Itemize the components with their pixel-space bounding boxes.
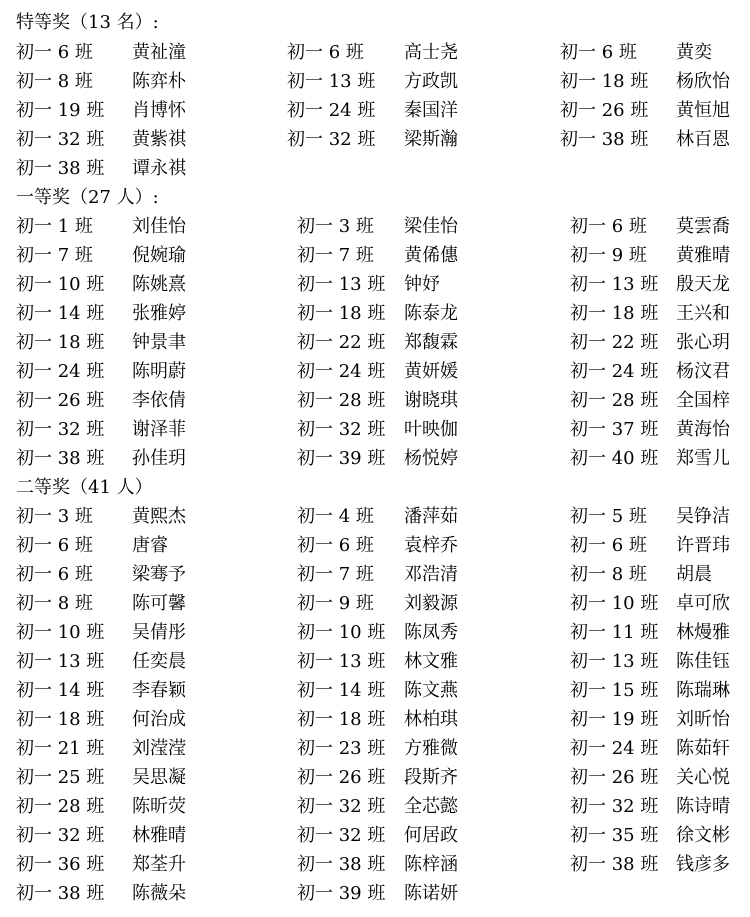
student-name: 郑荃升 [132, 854, 186, 875]
class-label: 初一 35 班 [570, 825, 659, 846]
student-name: 肖博怀 [132, 100, 186, 121]
student-name: 李春颖 [132, 680, 186, 701]
class-label: 初一 19 班 [570, 709, 659, 730]
table-row [0, 212, 750, 241]
table-row [0, 299, 750, 328]
table-row [0, 850, 750, 879]
class-label: 初一 10 班 [570, 593, 659, 614]
student-name: 陈诗晴 [676, 796, 730, 817]
student-name: 陈瑞琳 [676, 680, 730, 701]
student-name: 吴思凝 [132, 767, 186, 788]
student-name: 陈凤秀 [404, 622, 458, 643]
student-name: 杨汶君 [676, 361, 730, 382]
class-label: 初一 6 班 [16, 564, 93, 585]
student-name: 林百恩 [676, 129, 730, 150]
student-name: 林雅晴 [132, 825, 186, 846]
table-row [0, 357, 750, 386]
student-name: 陈泰龙 [404, 303, 458, 324]
class-label: 初一 13 班 [287, 71, 376, 92]
student-name: 郑雪儿 [676, 448, 730, 469]
class-label: 初一 18 班 [297, 303, 386, 324]
class-label: 初一 18 班 [560, 71, 649, 92]
table-row [0, 676, 750, 705]
student-name: 张心玥 [676, 332, 730, 353]
class-label: 初一 32 班 [287, 129, 376, 150]
student-name: 杨悦婷 [404, 448, 458, 469]
class-label: 初一 24 班 [297, 361, 386, 382]
student-name: 黄俙僡 [404, 245, 458, 266]
class-label: 初一 7 班 [297, 245, 374, 266]
table-row [0, 647, 750, 676]
class-label: 初一 38 班 [297, 854, 386, 875]
student-name: 黄雅晴 [676, 245, 730, 266]
class-label: 初一 21 班 [16, 738, 105, 759]
class-label: 初一 32 班 [16, 825, 105, 846]
class-label: 初一 18 班 [570, 303, 659, 324]
student-name: 黄熙杰 [132, 506, 186, 527]
class-label: 初一 28 班 [16, 796, 105, 817]
class-label: 初一 38 班 [16, 158, 105, 179]
student-name: 全芯懿 [404, 796, 458, 817]
student-name: 倪婉瑜 [132, 245, 186, 266]
class-label: 初一 3 班 [297, 216, 374, 237]
table-row [0, 154, 750, 183]
student-name: 何居政 [404, 825, 458, 846]
class-label: 初一 25 班 [16, 767, 105, 788]
student-name: 钱彦多 [676, 854, 730, 875]
class-label: 初一 32 班 [16, 419, 105, 440]
student-name: 唐睿 [132, 535, 168, 556]
class-label: 初一 26 班 [570, 767, 659, 788]
student-name: 钟景聿 [132, 332, 186, 353]
student-name: 陈昕荧 [132, 796, 186, 817]
class-label: 初一 10 班 [16, 622, 105, 643]
class-label: 初一 38 班 [570, 854, 659, 875]
class-label: 初一 24 班 [16, 361, 105, 382]
class-label: 初一 32 班 [16, 129, 105, 150]
class-label: 初一 13 班 [16, 651, 105, 672]
class-label: 初一 26 班 [560, 100, 649, 121]
table-row [0, 96, 750, 125]
class-label: 初一 14 班 [16, 680, 105, 701]
student-name: 陈梓涵 [404, 854, 458, 875]
table-row [0, 734, 750, 763]
class-label: 初一 6 班 [560, 42, 637, 63]
class-label: 初一 32 班 [297, 825, 386, 846]
student-name: 杨欣怡 [676, 71, 730, 92]
class-label: 初一 22 班 [297, 332, 386, 353]
class-label: 初一 28 班 [570, 390, 659, 411]
student-name: 黄恒旭 [676, 100, 730, 121]
class-label: 初一 8 班 [570, 564, 647, 585]
student-name: 许晋玮 [676, 535, 730, 556]
table-row [0, 879, 750, 908]
table-row [0, 241, 750, 270]
class-label: 初一 18 班 [16, 709, 105, 730]
class-label: 初一 6 班 [16, 42, 93, 63]
student-name: 黄妍媛 [404, 361, 458, 382]
student-name: 郑馥霖 [404, 332, 458, 353]
class-label: 初一 13 班 [570, 651, 659, 672]
student-name: 梁佳怡 [404, 216, 458, 237]
class-label: 初一 23 班 [297, 738, 386, 759]
student-name: 陈可馨 [132, 593, 186, 614]
table-row [0, 560, 750, 589]
class-label: 初一 6 班 [16, 535, 93, 556]
student-name: 刘毅源 [404, 593, 458, 614]
table-row [0, 386, 750, 415]
class-label: 初一 26 班 [16, 390, 105, 411]
student-name: 吴倩彤 [132, 622, 186, 643]
class-label: 初一 9 班 [570, 245, 647, 266]
table-row [0, 328, 750, 357]
class-label: 初一 8 班 [16, 593, 93, 614]
class-label: 初一 39 班 [297, 883, 386, 904]
student-name: 黄紫祺 [132, 129, 186, 150]
student-name: 林文雅 [404, 651, 458, 672]
student-name: 殷天龙 [676, 274, 730, 295]
class-label: 初一 39 班 [297, 448, 386, 469]
class-label: 初一 6 班 [570, 216, 647, 237]
student-name: 关心悦 [676, 767, 730, 788]
class-label: 初一 10 班 [16, 274, 105, 295]
student-name: 邓浩清 [404, 564, 458, 585]
class-label: 初一 9 班 [297, 593, 374, 614]
table-row [0, 618, 750, 647]
class-label: 初一 8 班 [16, 71, 93, 92]
table-row [0, 125, 750, 154]
class-label: 初一 38 班 [560, 129, 649, 150]
class-label: 初一 13 班 [297, 651, 386, 672]
class-label: 初一 38 班 [16, 448, 105, 469]
class-label: 初一 40 班 [570, 448, 659, 469]
student-name: 潘萍茹 [404, 506, 458, 527]
student-name: 陈诺妍 [404, 883, 458, 904]
class-label: 初一 32 班 [570, 796, 659, 817]
class-label: 初一 22 班 [570, 332, 659, 353]
table-row [0, 705, 750, 734]
table-row [0, 589, 750, 618]
class-label: 初一 18 班 [297, 709, 386, 730]
student-name: 吴铮洁 [676, 506, 730, 527]
student-name: 全国梓 [676, 390, 730, 411]
student-name: 林熳雅 [676, 622, 730, 643]
student-name: 黄奕 [676, 42, 712, 63]
student-name: 秦国洋 [404, 100, 458, 121]
class-label: 初一 14 班 [297, 680, 386, 701]
class-label: 初一 15 班 [570, 680, 659, 701]
student-name: 林柏琪 [404, 709, 458, 730]
class-label: 初一 10 班 [297, 622, 386, 643]
class-label: 初一 7 班 [297, 564, 374, 585]
student-name: 黄祉潼 [132, 42, 186, 63]
table-row [0, 821, 750, 850]
student-name: 陈文燕 [404, 680, 458, 701]
class-label: 初一 7 班 [16, 245, 93, 266]
student-name: 方雅微 [404, 738, 458, 759]
table-row [0, 531, 750, 560]
class-label: 初一 13 班 [570, 274, 659, 295]
student-name: 胡晨 [676, 564, 712, 585]
student-name: 袁梓乔 [404, 535, 458, 556]
student-name: 张雅婷 [132, 303, 186, 324]
student-name: 谢泽菲 [132, 419, 186, 440]
class-label: 初一 6 班 [570, 535, 647, 556]
student-name: 孙佳玥 [132, 448, 186, 469]
student-name: 黄海怡 [676, 419, 730, 440]
class-label: 初一 5 班 [570, 506, 647, 527]
class-label: 初一 24 班 [570, 738, 659, 759]
table-row [0, 792, 750, 821]
student-name: 何治成 [132, 709, 186, 730]
student-name: 方政凯 [404, 71, 458, 92]
class-label: 初一 32 班 [297, 796, 386, 817]
class-label: 初一 24 班 [570, 361, 659, 382]
student-name: 陈茹轩 [676, 738, 730, 759]
class-label: 初一 28 班 [297, 390, 386, 411]
student-name: 陈姚熹 [132, 274, 186, 295]
first-prize-heading: 一等奖（27 人）: [16, 187, 159, 208]
student-name: 谢晓琪 [404, 390, 458, 411]
class-label: 初一 37 班 [570, 419, 659, 440]
class-label: 初一 3 班 [16, 506, 93, 527]
class-label: 初一 26 班 [297, 767, 386, 788]
table-row [0, 67, 750, 96]
class-label: 初一 24 班 [287, 100, 376, 121]
table-row [0, 444, 750, 473]
student-name: 谭永祺 [132, 158, 186, 179]
class-label: 初一 18 班 [16, 332, 105, 353]
student-name: 钟妤 [404, 274, 440, 295]
class-label: 初一 13 班 [297, 274, 386, 295]
second-prize-heading: 二等奖（41 人） [16, 477, 153, 498]
class-label: 初一 11 班 [570, 622, 659, 643]
student-name: 陈薇朵 [132, 883, 186, 904]
class-label: 初一 4 班 [297, 506, 374, 527]
student-name: 梁斯瀚 [404, 129, 458, 150]
student-name: 高士尧 [404, 42, 458, 63]
student-name: 莫雲喬 [676, 216, 730, 237]
class-label: 初一 6 班 [287, 42, 364, 63]
student-name: 刘昕怡 [676, 709, 730, 730]
student-name: 陈弈朴 [132, 71, 186, 92]
student-name: 刘滢滢 [132, 738, 186, 759]
student-name: 王兴和 [676, 303, 730, 324]
class-label: 初一 19 班 [16, 100, 105, 121]
student-name: 李依倩 [132, 390, 186, 411]
table-row [0, 270, 750, 299]
student-name: 刘佳怡 [132, 216, 186, 237]
class-label: 初一 32 班 [297, 419, 386, 440]
table-row [0, 502, 750, 531]
student-name: 叶映伽 [404, 419, 458, 440]
student-name: 卓可欣 [676, 593, 730, 614]
class-label: 初一 14 班 [16, 303, 105, 324]
student-name: 陈明蔚 [132, 361, 186, 382]
special-prize-heading: 特等奖（13 名）: [16, 12, 159, 33]
student-name: 段斯齐 [404, 767, 458, 788]
student-name: 陈佳钰 [676, 651, 730, 672]
class-label: 初一 6 班 [297, 535, 374, 556]
class-label: 初一 38 班 [16, 883, 105, 904]
class-label: 初一 1 班 [16, 216, 93, 237]
student-name: 任奕晨 [132, 651, 186, 672]
student-name: 徐文彬 [676, 825, 730, 846]
student-name: 梁骞予 [132, 564, 186, 585]
table-row [0, 38, 750, 67]
class-label: 初一 36 班 [16, 854, 105, 875]
table-row [0, 415, 750, 444]
table-row [0, 763, 750, 792]
